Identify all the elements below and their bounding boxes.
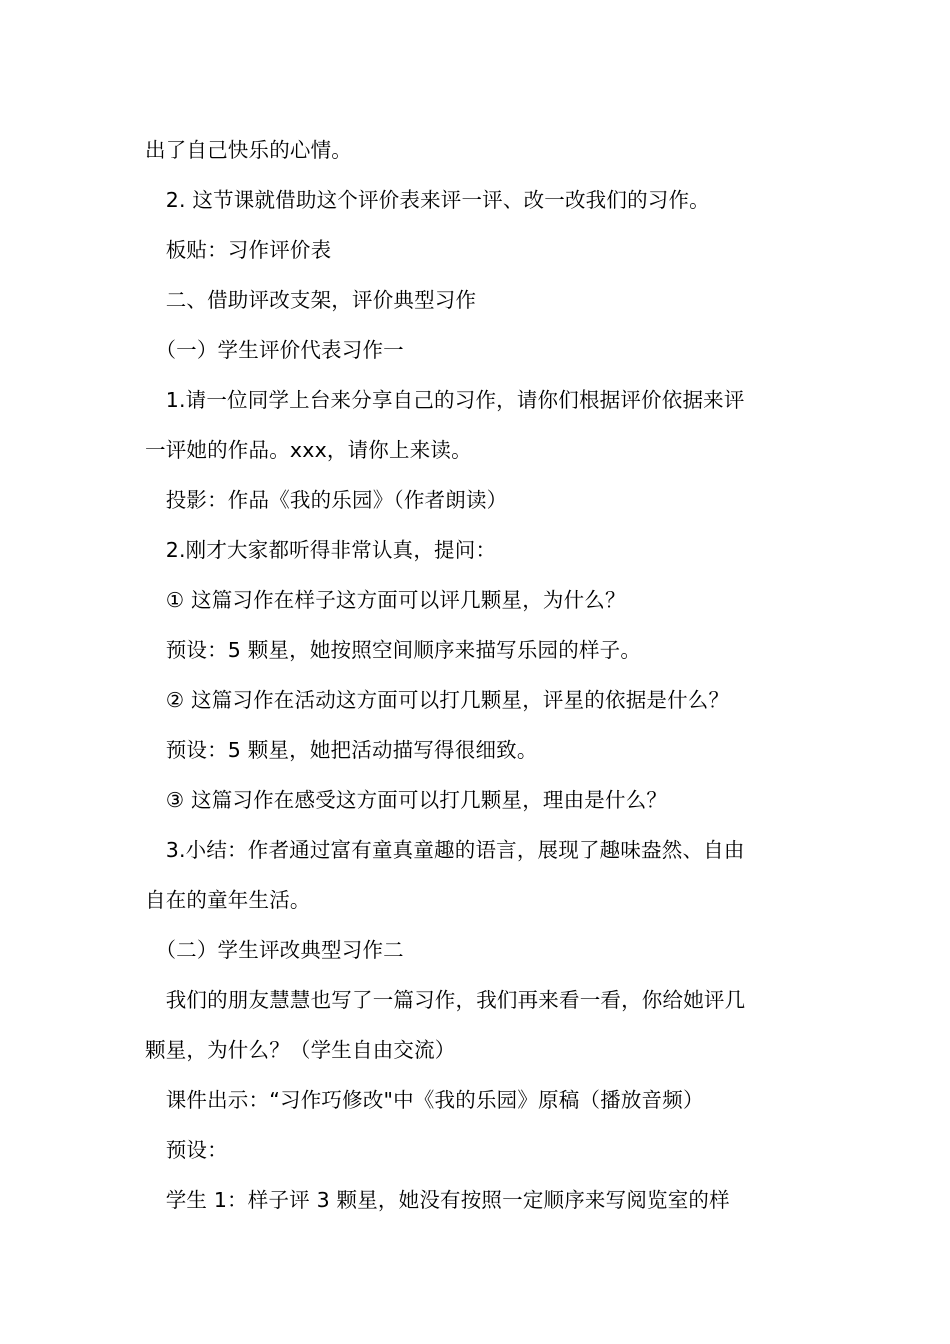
- paragraph-line: 学生 1：样子评 3 颗星，她没有按照一定顺序来写阅览室的样: [145, 1188, 730, 1212]
- paragraph-line: 出了自己快乐的心情。: [145, 138, 352, 162]
- answer-line: 预设：5 颗星，她按照空间顺序来描写乐园的样子。: [145, 638, 642, 662]
- paragraph-line: 2. 这节课就借助这个评价表来评一评、改一改我们的习作。: [145, 188, 710, 212]
- question-line: ② 这篇习作在活动这方面可以打几颗星，评星的依据是什么？: [145, 688, 730, 712]
- section-heading: 二、借助评改支架，评价典型习作: [145, 288, 477, 312]
- paragraph-line: 预设：: [145, 1138, 228, 1162]
- answer-line: 预设：5 颗星，她把活动描写得很细致。: [145, 738, 538, 762]
- subsection-heading: （二）学生评改典型习作二: [145, 938, 404, 962]
- paragraph-line: 颗星，为什么？（学生自由交流）: [145, 1038, 456, 1062]
- question-line: ① 这篇习作在样子这方面可以评几颗星，为什么？: [145, 588, 626, 612]
- paragraph-line: 一评她的作品。xxx，请你上来读。: [145, 438, 472, 462]
- paragraph-line: 3.小结：作者通过富有童真童趣的语言，展现了趣味盎然、自由: [145, 838, 745, 862]
- paragraph-line: 投影：作品《我的乐园》（作者朗读）: [145, 488, 508, 512]
- paragraph-line: 自在的童年生活。: [145, 888, 311, 912]
- question-line: ③ 这篇习作在感受这方面可以打几颗星，理由是什么？: [145, 788, 668, 812]
- paragraph-line: 板贴：习作评价表: [145, 238, 332, 262]
- paragraph-line: 我们的朋友慧慧也写了一篇习作，我们再来看一看，你给她评几: [145, 988, 746, 1012]
- paragraph-line: 1.请一位同学上台来分享自己的习作，请你们根据评价依据来评: [145, 388, 745, 412]
- paragraph-line: 课件出示：“习作巧修改"中《我的乐园》原稿（播放音频）: [145, 1088, 704, 1112]
- subsection-heading: （一）学生评价代表习作一: [145, 338, 404, 362]
- paragraph-line: 2.刚才大家都听得非常认真，提问：: [145, 538, 497, 562]
